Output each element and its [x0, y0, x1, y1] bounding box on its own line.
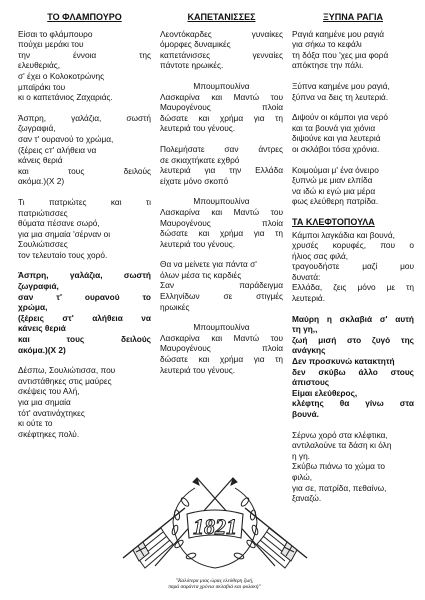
left-flag-icon	[123, 508, 185, 568]
verse-line: τραγουδήστε μαζί μου	[292, 261, 414, 272]
verse-line: αντιστάθηκες στις μαύρες	[18, 375, 112, 386]
verse-line: να ιδώ κι εγώ μια μέρα	[292, 185, 376, 196]
verse-line: Ραγιά καημένε μου ραγιά	[292, 28, 385, 39]
stanza	[160, 259, 283, 312]
verse-line: όλων μέσα τις καρδιές	[160, 269, 242, 280]
verse-line: Μπουμπουλίνα	[193, 80, 250, 91]
verse-line: Σέρνω χορό στα κλέφτικα,	[292, 429, 388, 440]
verse-line: Λεοντόκαρδες γυναίκες	[160, 28, 283, 39]
verse-line: και τους δειλούς	[18, 334, 151, 345]
verse-line: σαν τ' ουρανού το χρώμα,	[18, 133, 114, 144]
verse-line: Δεν προσκυνώ κατακτητή	[292, 356, 395, 367]
verse-line: Λασκαρίνα και Μαντώ του	[160, 332, 283, 343]
verse-line: Μαύρη η σκλαβιά σ' αυτή	[292, 313, 414, 324]
verse-line: Σκύβω πιάνω το χώμα το	[292, 461, 386, 472]
stanza	[292, 165, 414, 207]
verse-line: Μαυρογένους πλοία	[160, 343, 283, 354]
verse-line: Σουλιώτισσες	[18, 239, 68, 250]
verse-line: δώσατε και χρήμα για τη	[160, 354, 283, 365]
column-flampouro	[18, 12, 151, 449]
verse-line: απόκτησε την πάλι.	[292, 60, 364, 71]
verse-line: αντιλαλούνε τα δάση κι όλη	[292, 440, 392, 451]
stanza	[18, 197, 151, 261]
stanza	[292, 81, 414, 102]
verse-line: σαν τ' ουρανού το	[18, 291, 151, 302]
stanza-list	[292, 29, 414, 504]
verse-line: λευτεριά του γένους.	[160, 364, 236, 375]
column-xypna-ragia	[292, 12, 414, 514]
song-title: ΞΥΠΝΑ ΡΑΓΙΑ	[322, 12, 384, 22]
verse-line: ζωή μισή στο ζυγό της	[292, 334, 414, 345]
stanza	[292, 29, 414, 71]
footer-quote	[112, 578, 317, 591]
verse-line: Δέσπω, Σουλιώτισσα, που	[18, 365, 116, 376]
emblem-year: 1821	[193, 514, 237, 539]
stanza	[292, 112, 414, 154]
verse-line: πούχει μεράκι του	[18, 39, 84, 50]
verse-line: τη γη,,	[292, 324, 318, 335]
right-flag-icon	[245, 508, 307, 568]
stanza	[18, 270, 151, 355]
verse-line: για μια σημαία	[18, 397, 71, 407]
verse-line: Διψούν οι κάμποι για νερό	[292, 112, 388, 123]
verse-line: η γη.	[292, 450, 310, 461]
verse-line: Είμαι ελεύθερος,	[292, 387, 358, 398]
verse-line: και τους δειλούς	[18, 165, 151, 176]
verse-line: δυνατά:	[292, 271, 321, 282]
stanza	[292, 230, 414, 304]
verse-line: τότ' ανατινάχτηκες	[18, 407, 85, 418]
verse-line: Μαυρογένους πλοία	[160, 217, 283, 228]
verse-line: καπετάνισσες γενναίες	[160, 49, 283, 60]
stanza	[292, 314, 414, 420]
stanza	[18, 365, 151, 439]
verse-line: χρυσές κορυφές, που ο	[292, 240, 414, 251]
verse-line: Σαν παράδειγμα	[160, 280, 283, 291]
verse-line: Θα να μείνετε για πάντα σ'	[160, 259, 257, 270]
column-kapetanisses	[160, 12, 283, 385]
stanza-list	[18, 29, 151, 440]
stanza	[160, 322, 283, 375]
verse-line: ζωγραφιά,	[18, 281, 59, 292]
verse-line: πατριώτισσες	[18, 207, 68, 218]
verse-line: όμορφες δυναμικές	[160, 39, 231, 50]
verse-line: κι ο καπετάνιος Ζαχαριάς.	[18, 92, 113, 103]
verse-line: κάνεις θεριά	[18, 155, 63, 166]
verse-line: Κάμποι λαγκάδια και βουνά,	[292, 229, 395, 240]
verse-line: και τα βουνά για χιόνια	[292, 122, 376, 133]
verse-line: ηρωικές	[160, 301, 190, 312]
quote-line: "Καλύτερα μιας ώρας ελεύθερη ζωή,	[175, 578, 254, 584]
verse-line: την έννοια της	[18, 49, 151, 60]
verse-line: ακόμα.)(Χ 2)	[18, 176, 65, 187]
verse-line: σκέφτηκες πολύ.	[18, 428, 80, 439]
verse-line: Τι πατριώτες και τι	[18, 196, 151, 207]
stanza	[160, 196, 283, 249]
verse-line: Πολεμήσατε σαν άντρες	[160, 143, 283, 154]
verse-line: τη δόξα που 'χες μια φορά	[292, 49, 389, 60]
stanza	[160, 144, 283, 186]
verse-line: κι ούτε το	[18, 418, 53, 429]
verse-line: Άσπρη, γαλάζια, σωστή	[18, 112, 151, 123]
verse-line: δώσατε και χρήμα για τη	[160, 228, 283, 239]
verse-line: λευτεριά του γένους.	[160, 238, 236, 249]
stanza	[18, 113, 151, 187]
verse-line: θύματα πέσανε σωρό,	[18, 218, 100, 229]
verse-line: είχατε μόνο σκοπό	[160, 175, 229, 186]
stanza	[18, 29, 151, 103]
verse-line: χρώμα,	[18, 302, 48, 313]
verse-line: κλέφτης θα γίνω στα	[292, 398, 414, 409]
song-title: ΚΑΠΕΤΑΝΙΣΣΕΣ	[187, 12, 256, 22]
verse-line: ακόμα.)(Χ 2)	[18, 344, 66, 355]
quote-line: παρά σαράντα χρόνια σκλαβιά και φυλακή"	[168, 584, 261, 591]
verse-line: ήλιος σας φιλά,	[292, 250, 349, 261]
verse-line: άπιστους	[292, 377, 330, 388]
verse-line: ανάγκης	[292, 345, 326, 356]
verse-line: πάντοτε ηρωικές.	[160, 60, 224, 71]
verse-line: κάνεις θεριά	[18, 323, 66, 334]
verse-line: τον τελευταίο τους χορό.	[18, 249, 108, 260]
verse-line: Λασκαρίνα και Μαντώ του	[160, 91, 283, 102]
verse-line: φως ελεύθερη πατρίδα.	[292, 196, 379, 207]
verse-line: μπαϊράκι του	[18, 81, 66, 92]
verse-line: σκέψεις του Αλή,	[18, 386, 80, 397]
verse-line: Κοιμούμαι μ' ένα όνειρο	[292, 164, 379, 175]
verse-line: Μπουμπουλίνα	[193, 322, 250, 333]
verse-line: Είσαι το φλάμπουρο	[18, 28, 93, 39]
verse-line: δεν σκύβω άλλο στους	[292, 366, 414, 377]
verse-line: για σε, πατρίδα, πεθαίνω,	[292, 482, 387, 493]
verse-line: ζωγραφιά,	[18, 123, 56, 134]
verse-line: Λασκαρίνα και Μαντώ του	[160, 206, 283, 217]
verse-line: Άσπρη, γαλάζια, σωστή	[18, 270, 151, 281]
verse-line: λευτεριά.	[292, 293, 326, 304]
verse-line: (ξέρεις ст' αλήθεια να	[18, 144, 97, 155]
verse-line: διψούνε και για λευτεριά	[292, 133, 381, 144]
stanza	[160, 81, 283, 134]
stanza	[160, 29, 283, 71]
verse-line: Μπουμπουλίνα	[193, 196, 250, 207]
verse-line: Ελλάδα, ζεις μόνο με τη	[292, 282, 414, 293]
verse-line: λευτεριά για την Ελλάδα	[160, 165, 283, 176]
verse-line: δώσατε και χρήμα για τη	[160, 112, 283, 123]
verse-line: Ελληνίδων σε στιγμές	[160, 291, 283, 302]
wreath-flags-emblem	[115, 470, 315, 575]
verse-line: σ' έχει ο Κολοκοτρώνης	[18, 70, 105, 81]
verse-line: οι σκλάβοι τόσα χρόνια.	[292, 143, 380, 154]
verse-line: ξυπνώ με μιαν ελπίδα	[292, 175, 373, 186]
song-title: ΤΟ ΦΛΑΜΠΟΥΡΟ	[47, 12, 122, 22]
verse-line: βουνά.	[292, 409, 319, 419]
song-title: ΤΑ ΚΛΕΦΤΟΠΟΥΛΑ	[292, 216, 375, 227]
verse-line: ξύπνα να δεις τη λευτεριά.	[292, 91, 389, 102]
verse-line: ξαναζώ.	[292, 493, 322, 504]
verse-line: (ξέρεις στ' αλήθεια να	[18, 312, 151, 323]
verse-line: λευτεριά του γένους.	[160, 123, 236, 134]
verse-line: σε σκιαχτήκατε εχθρό	[160, 154, 240, 165]
verse-line: για μια σημαία 'σέρναν οι	[18, 228, 111, 239]
verse-line: ελευθεριάς,	[18, 60, 61, 71]
stanza-list	[160, 29, 283, 376]
verse-line: Μαυρογένους πλοία	[160, 102, 283, 113]
verse-line: Ξύπνα καημένε μου ραγιά,	[292, 80, 390, 91]
verse-line: φιλώ,	[292, 471, 313, 482]
verse-line: για σήκω το κεφάλι	[292, 39, 362, 50]
